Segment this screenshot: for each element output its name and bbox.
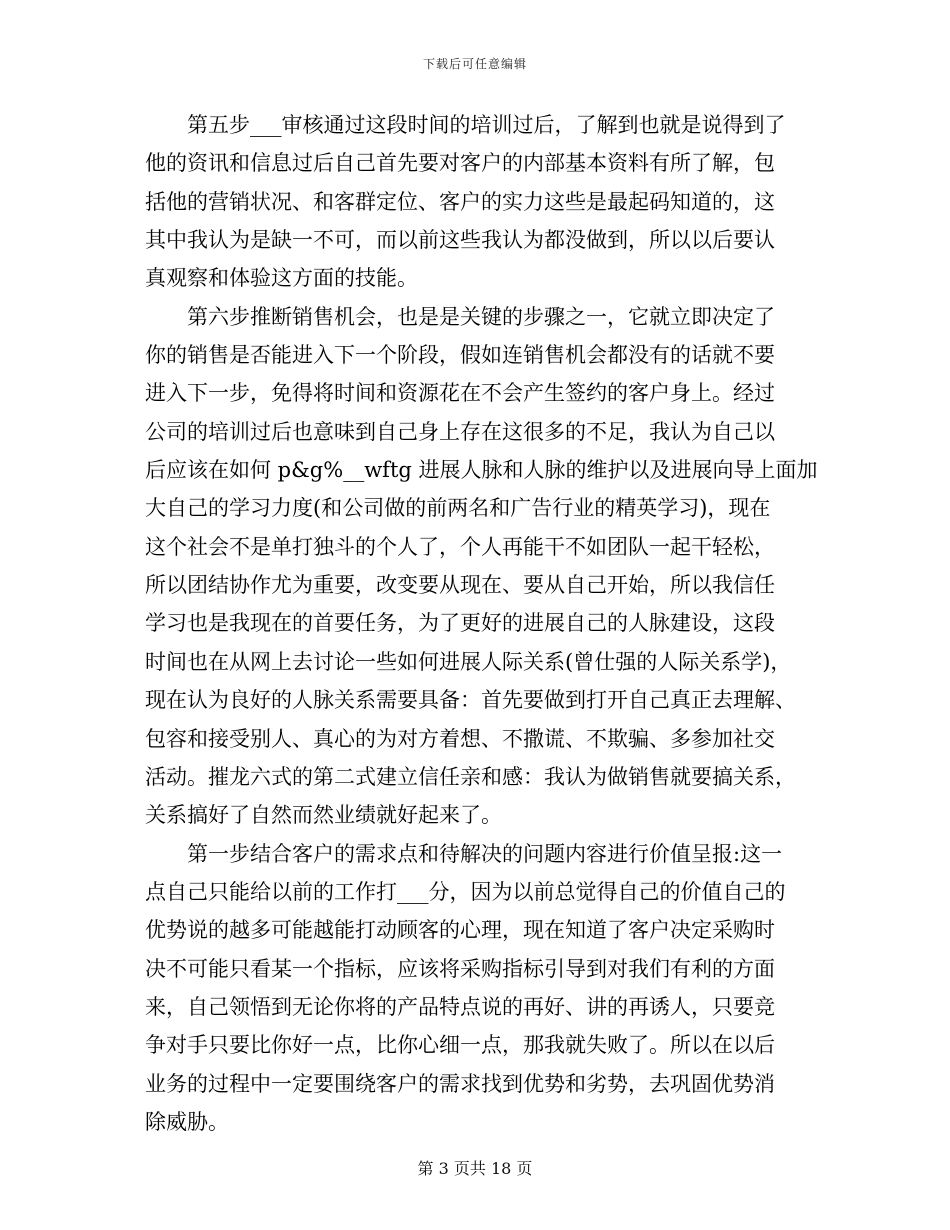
paragraph-line: 关系搞好了自然而然业绩就好起来了。 xyxy=(145,803,502,828)
paragraph-line: 活动。摧龙六式的第二式建立信任亲和感：我认为做销售就要搞关系， xyxy=(145,764,796,789)
body-text xyxy=(145,106,818,1141)
paragraph-line: 大自己的学习力度(和公司做的前两名和广告行业的精英学习)，现在 xyxy=(145,496,771,521)
paragraph-line: 时间也在从网上去讨论一些如何进展人际关系(曾仕强的人际关系学)， xyxy=(145,649,792,674)
page-number: 第 3 页共 18 页 xyxy=(417,1159,533,1178)
paragraph-line: 来，自己领悟到无论你将的产品特点说的再好、讲的再诱人，只要竞 xyxy=(145,994,775,1019)
paragraph-line: 优势说的越多可能越能打动顾客的心理，现在知道了客户决定采购时 xyxy=(145,918,775,943)
paragraph-line: 现在认为良好的人脉关系需要具备：首先要做到打开自己真正去理解、 xyxy=(145,688,796,713)
paragraph-line: 第五步___审核通过这段时间的培训过后，了解到也就是说得到了 xyxy=(187,113,786,137)
paragraph-line: 这个社会不是单打独斗的个人了，个人再能干不如团队一起干轻松， xyxy=(145,534,775,559)
paragraph-line: 争对手只要比你好一点，比你心细一点，那我就失败了。所以在以后 xyxy=(145,1033,775,1058)
paragraph-line: 真观察和体验这方面的技能。 xyxy=(145,266,418,291)
paragraph-line: 进入下一步，免得将时间和资源花在不会产生签约的客户身上。经过 xyxy=(145,381,775,406)
paragraph-line: 业务的过程中一定要围绕客户的需求找到优势和劣势，去巩固优势消 xyxy=(145,1071,775,1096)
paragraph-line: 他的资讯和信息过后自己首先要对客户的内部基本资料有所了解，包 xyxy=(145,151,775,176)
paragraph-line: 后应该在如何 p&g%__wftg 进展人脉和人脉的维护以及进展向导上面加 xyxy=(145,458,818,483)
header-note: 下载后可任意编辑 xyxy=(422,57,527,71)
paragraph-line: 其中我认为是缺一不可，而以前这些我认为都没做到，所以以后要认 xyxy=(145,228,775,253)
paragraph-line: 学习也是我现在的首要任务，为了更好的进展自己的人脉建设，这段 xyxy=(145,611,775,636)
paragraph-line: 公司的培训过后也意味到自己身上存在这很多的不足，我认为自己以 xyxy=(145,419,775,444)
paragraph-line: 决不可能只看某一个指标，应该将采购指标引导到对我们有利的方面 xyxy=(145,956,775,981)
paragraph-line: 所以团结协作尤为重要，改变要从现在、要从自己开始，所以我信任 xyxy=(145,573,775,598)
paragraph-line: 第六步推断销售机会，也是是关键的步骤之一，它就立即决定了 xyxy=(187,304,775,329)
paragraph-line: 点自己只能给以前的工作打___分，因为以前总觉得自己的价值自己的 xyxy=(145,879,786,904)
paragraph-line: 包容和接受别人、真心的为对方着想、不撒谎、不欺骗、多参加社交 xyxy=(145,726,775,751)
paragraph-line: 除威胁。 xyxy=(145,1109,229,1134)
paragraph-line: 你的销售是否能进入下一个阶段，假如连销售机会都没有的话就不要 xyxy=(145,343,775,368)
paragraph-line: 第一步结合客户的需求点和待解决的问题内容进行价值呈报:这一 xyxy=(187,841,783,866)
paragraph-line: 括他的营销状况、和客群定位、客户的实力这些是最起码知道的，这 xyxy=(145,189,775,214)
